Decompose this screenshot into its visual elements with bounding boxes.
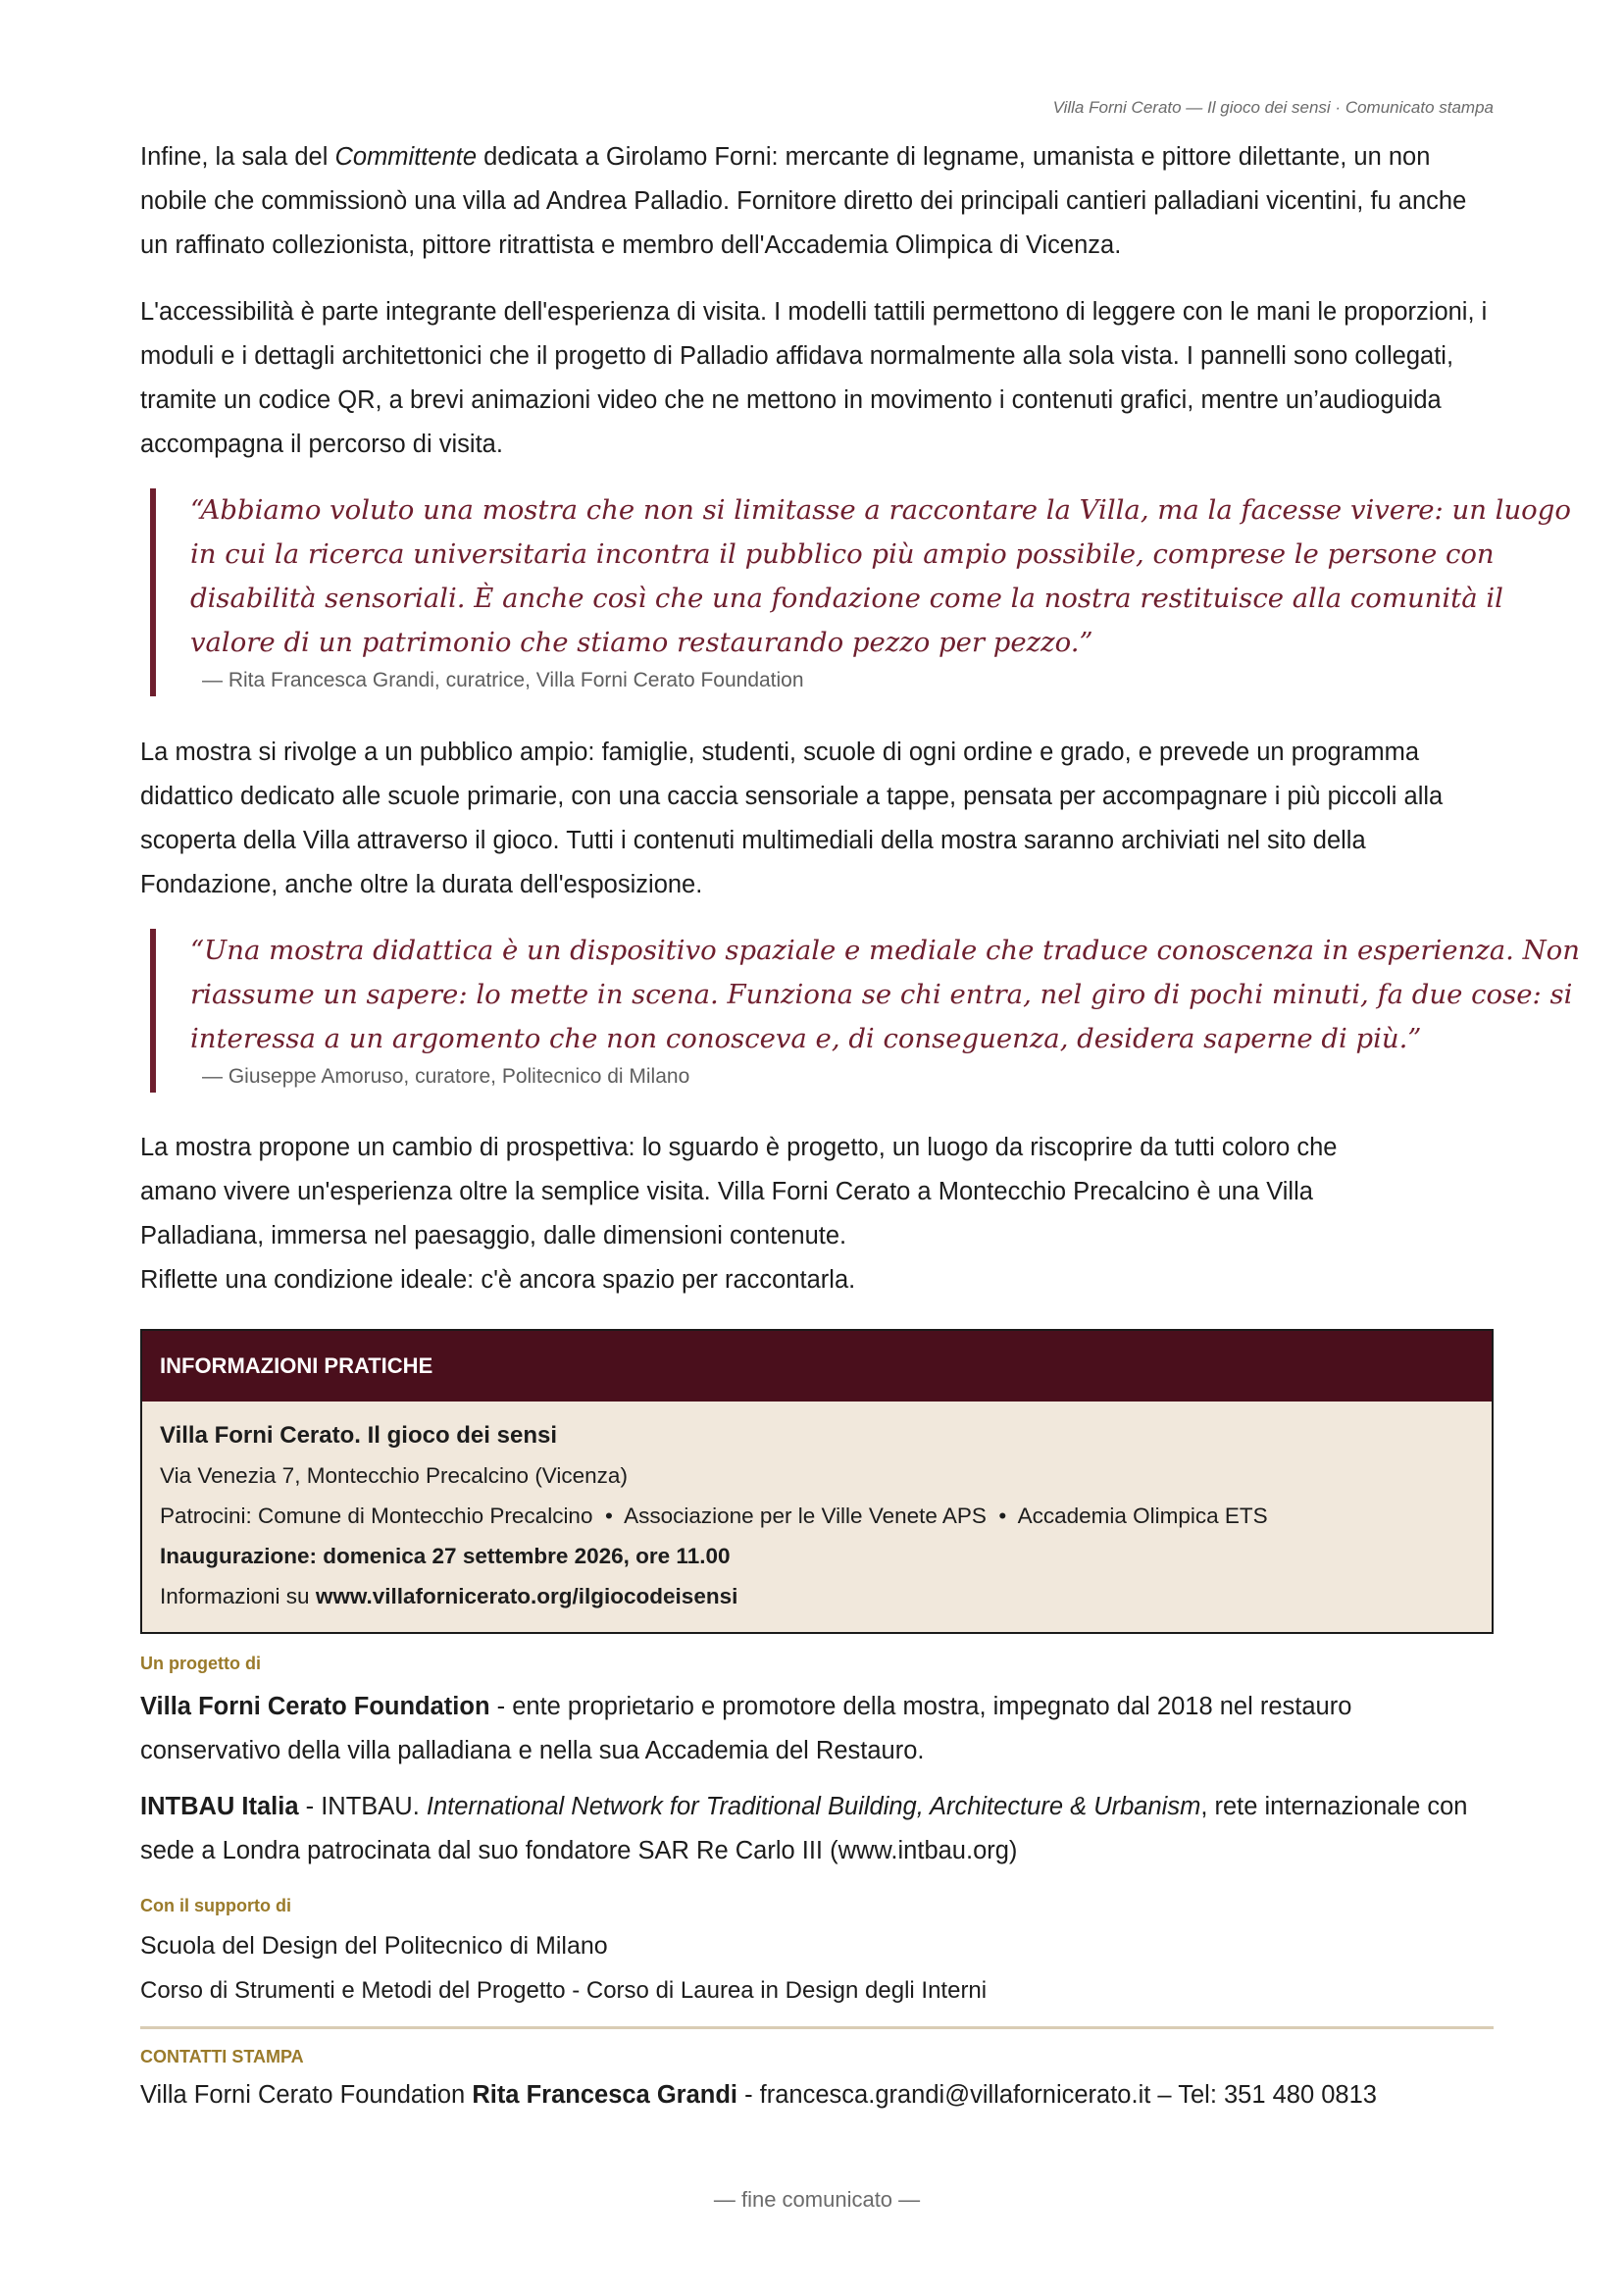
support-line-school: Scuola del Design del Politecnico di Milano: [140, 1932, 608, 1960]
exhibition-patronage: Patrocini: Comune di Montecchio Precalcino • Associazione per le Ville Venete APS • Accademia Olimpica ETS: [160, 1504, 1268, 1528]
support-label: Con il supporto di: [140, 1896, 291, 1915]
quote-amoruso: [150, 929, 1580, 1093]
exhibition-title: Villa Forni Cerato. Il gioco dei sensi: [160, 1422, 557, 1449]
running-header: Villa Forni Cerato — Il gioco dei sensi · Comunicato stampa: [1052, 98, 1494, 117]
quote-amoruso-text: “Una mostra didattica è un dispositivo spaziale e mediale che traduce conoscenza in esperienza. Non riassume un sapere: lo mette in scena. Funziona se chi entra, nel giro di pochi minuti, fa due cose: si interessa a un argomento che non conosceva e, di conseguenza, desidera saperne di più.”: [190, 935, 1580, 1054]
exhibition-address: Via Venezia 7, Montecchio Precalcino (Vicenza): [160, 1463, 628, 1488]
practical-info-heading: INFORMAZIONI PRATICHE: [142, 1331, 1492, 1402]
quote-amoruso-attribution: — Giuseppe Amoruso, curatore, Politecnico di Milano: [202, 1065, 690, 1088]
exhibition-opening: Inaugurazione: domenica 27 settembre 2026, ore 11.00: [160, 1544, 731, 1568]
quote-grandi-text: “Abbiamo voluto una mostra che non si limitasse a raccontare la Villa, ma la facesse vivere: un luogo in cui la ricerca universitaria incontra il pubblico più ampio possibile, comprese le persone con disabilità sensoriali. È anche così che una fondazione come la nostra restituisce alla comunità il valore di un patrimonio che stiamo restaurando pezzo per pezzo.”: [190, 494, 1571, 658]
paragraph-perspective: La mostra propone un cambio di prospettiva: lo sguardo è progetto, un luogo da riscoprire da tutti coloro che amano vivere un'esperienza oltre la semplice visita. Villa Forni Cerato a Montecchio Precalcino è una Villa Palladiana, immersa nel paesaggio, dalle dimensioni contenute. Riflette una condizione ideale: c'è ancora spazio per raccontarla.: [140, 1134, 1338, 1294]
paragraph-audience: La mostra si rivolge a un pubblico ampio: famiglie, studenti, scuole di ogni ordine e grado, e prevede un programma didattico dedicato alle scuole primarie, con una caccia sensoriale a tappe, pensata per accompagnare i più piccoli alla scoperta della Villa attraverso il gioco. Tutti i contenuti multimediali della mostra saranno archiviati nel sito della Fondazione, anche oltre la durata dell'esposizione.: [140, 739, 1444, 898]
section-divider: [140, 2026, 1494, 2029]
press-contacts-label: CONTATTI STAMPA: [140, 2047, 304, 2066]
support-line-course: Corso di Strumenti e Metodi del Progetto - Corso di Laurea in Design degli Interni: [140, 1977, 988, 2004]
exhibition-info-link[interactable]: www.villafornicerato.org/ilgiocodeisensi: [315, 1584, 738, 1608]
paragraph-accessibility: L'accessibilità è parte integrante dell'esperienza di visita. I modelli tattili permettono di leggere con le mani le proporzioni, i moduli e i dettagli architettonici che il progetto di Palladio affidava normalmente alla sola vista. I pannelli sono collegati, tramite un codice QR, a brevi animazioni video che ne mettono in movimento i contenuti grafici, mentre un’audioguida accompagna il percorso di visita.: [140, 298, 1488, 458]
committente-term: Committente: [334, 143, 478, 171]
project-label: Un progetto di: [140, 1654, 261, 1673]
exhibition-info-line: Informazioni su www.villafornicerato.org/ilgiocodeisensi: [160, 1584, 738, 1608]
project-org-intbau: INTBAU Italia - INTBAU. International Network for Traditional Building, Architecture & Urbanism, rete internazionale con sede a Londra patrocinata dal suo fondatore SAR Re Carlo III (www.intbau.org): [140, 1793, 1468, 1864]
practical-info-box: [140, 1329, 1494, 1634]
quote-grandi-attribution: — Rita Francesca Grandi, curatrice, Villa Forni Cerato Foundation: [202, 669, 804, 691]
support-lines: [140, 1924, 1494, 2013]
press-contact-line: Villa Forni Cerato Foundation Rita Francesca Grandi - francesca.grandi@villafornicerato.it – Tel: 351 480 0813: [140, 2081, 1377, 2109]
paragraph-committente: Infine, la sala del Committente dedicata a Girolamo Forni: mercante di legname, umanista e pittore dilettante, un non nobile che commissionò una villa ad Andrea Palladio. Fornitore diretto dei principali cantieri palladiani vicentini, fu anche un raffinato collezionista, pittore ritrattista e membro dell'Accademia Olimpica di Vicenza.: [140, 143, 1467, 259]
project-org-foundation: Villa Forni Cerato Foundation - ente proprietario e promotore della mostra, impegnato dal 2018 nel restauro conservativo della villa palladiana e nella sua Accademia del Restauro.: [140, 1693, 1352, 1764]
quote-grandi: [150, 488, 1571, 696]
end-note: — fine comunicato —: [713, 2187, 921, 2212]
